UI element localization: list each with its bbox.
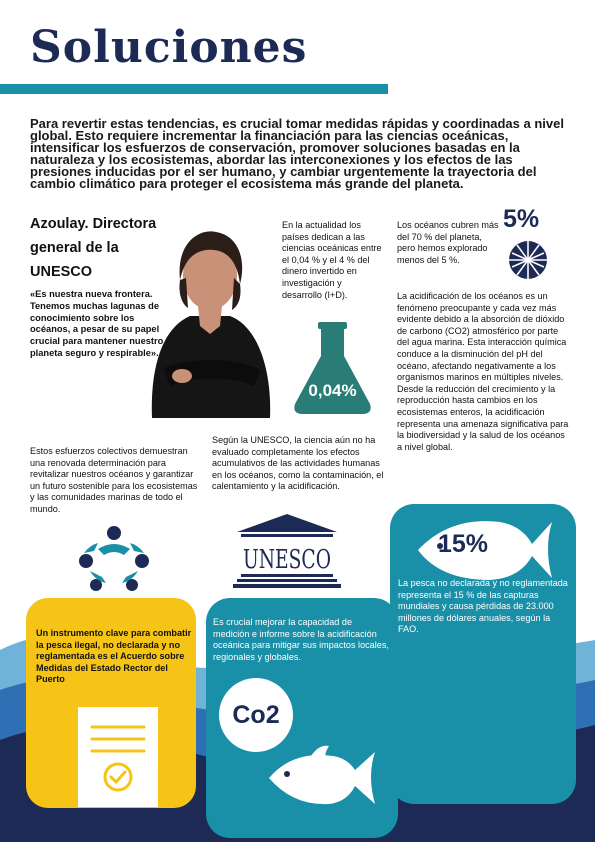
research-investment-text: En la actualidad los países dedican a las ciencias oceánicas entre el 0,04 % y el 4 % del dinero invertido en investigación y desarrollo (I+D). xyxy=(282,220,382,300)
ocean-explored-text: Los océanos cubren más del 70 % del planeta, pero hemos explorado menos del 5 %. xyxy=(397,220,499,265)
flask-icon xyxy=(290,318,375,416)
explored-stat: 5% xyxy=(503,205,540,233)
intro-paragraph: Para revertir estas tendencias, es crucial tomar medidas rápidas y coordinadas a nivel global. Esto requiere incrementar la financiación para las ciencias oceánicas, intensificar los esfuerzos de conservación, promover soluciones basadas en la naturaleza y los ecosistemas, abordar las interconexiones y los efectos de las presiones inducidas por el ser humano, y cambiar urgentemente la trayectoria del cambio climático para proteger el ecosistema más grande del planeta. xyxy=(30,116,564,191)
acidification-text: La acidificación de los océanos es un fenómeno preocupante y cada vez más evidente debido a la absorción de dióxido de carbono (CO2) atmosférico por parte del agua marina. Esta interacción química conduce a la disminución del pH del océano, afectando negativamente a los organismos marinos en múltiples niveles. Desde la reducción del crecimiento y la reproducción hasta cambios en los ecosistemas enteros, la acidificación representa una amenaza significativa para la biodiversidad y la salud de los océanos a nivel global. xyxy=(397,291,569,452)
unesco-logo-text: UNESCO xyxy=(243,545,331,575)
measurement-text: Es crucial mejorar la capacidad de medición e informe sobre la acidificación oceánica para mitigar sus impactos locales, regionales y globales. xyxy=(213,617,389,662)
collective-efforts-text: Estos esfuerzos colectivos demuestran una renovada determinación para revitalizar nuestros océanos y garantizar un futuro sostenible para los ecosistemas y las comunidades marinas de todo el mundo. xyxy=(30,446,198,514)
title-underline-bar xyxy=(0,84,388,94)
person-quote: «Es nuestra nueva frontera. Tenemos muchas lagunas de conocimiento sobre los océanos, a pesar de su papel crucial para mantener nuestro planeta seguro y respirable». xyxy=(30,289,164,358)
portrait-image xyxy=(142,218,277,418)
co2-badge: Co2 xyxy=(219,678,293,752)
port-state-agreement-text: Un instrumento clave para combatir la pesca ilegal, no declarada y no reglamentada es el Acuerdo sobre Medidas del Estado Rector del Puerto xyxy=(36,628,192,685)
page-title: Soluciones xyxy=(30,22,308,73)
flask-stat-label: 0,04% xyxy=(308,381,357,400)
person-name-heading: Azoulay. Directora general de la UNESCO xyxy=(30,216,157,280)
fishing-stat: 15% xyxy=(438,530,489,558)
globe-icon xyxy=(508,240,548,280)
fish-silhouette-icon xyxy=(263,742,378,812)
document-check-icon xyxy=(78,707,158,807)
unesco-research-text: Según la UNESCO, la ciencia aún no ha evaluado completamente los efectos acumulativos de las actividades humanas en los océanos, como la contaminación, el calentamiento y la acidificación. xyxy=(212,435,384,492)
illegal-fishing-text: La pesca no declarada y no reglamentada representa el 15 % de las capturas mundiales y causa pérdidas de 23.000 millones de dólares anuales, según la FAO. xyxy=(398,578,568,635)
